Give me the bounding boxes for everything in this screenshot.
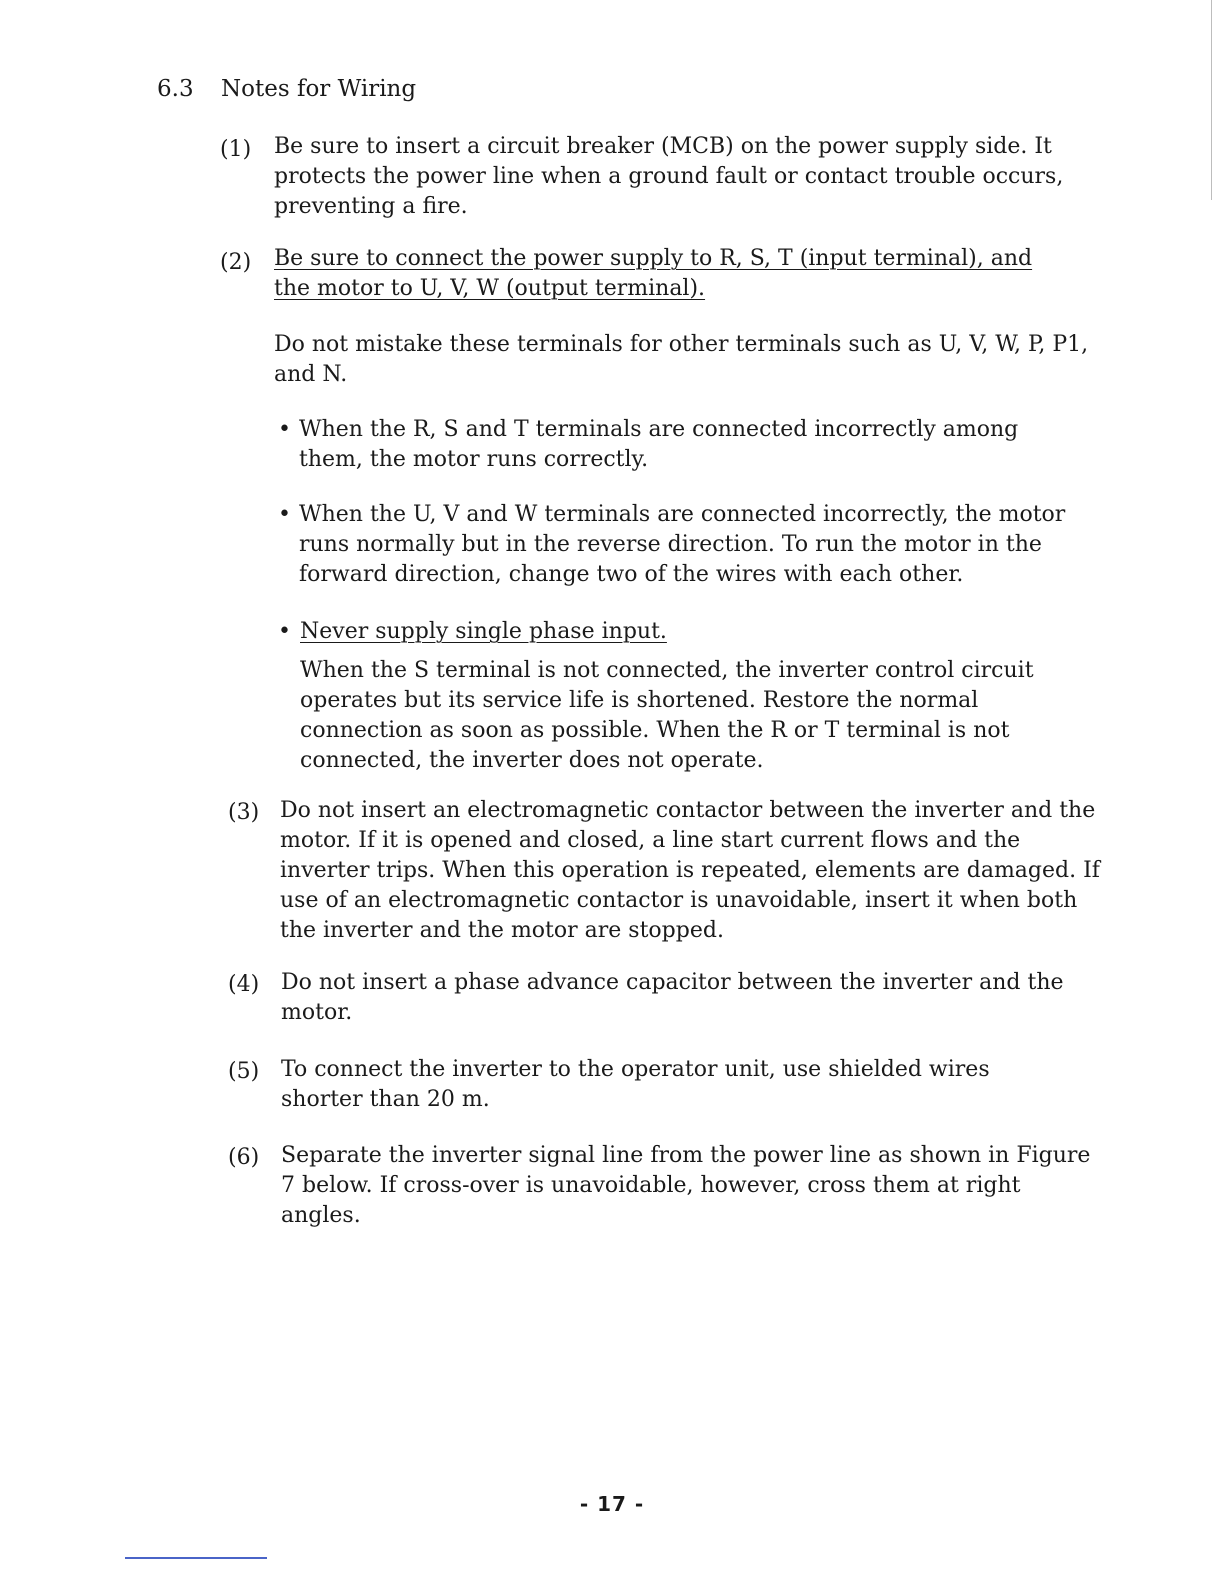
bullet-marker: • bbox=[278, 417, 291, 442]
item-label: (6) bbox=[228, 1145, 260, 1170]
footer-rule bbox=[125, 1557, 267, 1559]
item-text: Do not insert a phase advance capacitor between the inverter and the motor. bbox=[281, 970, 1064, 1025]
bullet-text: When the U, V and W terminals are connected incorrectly, the motor runs normally but in the reverse direction. To run the motor in the forward direction, change two of the wires with each other. bbox=[299, 502, 1066, 587]
section-number: 6.3 bbox=[157, 76, 194, 102]
item-label: (1) bbox=[220, 137, 252, 162]
item-text: To connect the inverter to the operator unit, use shielded wires shorter than 20 m. bbox=[281, 1057, 990, 1112]
item-label: (5) bbox=[228, 1059, 260, 1084]
item-label: (2) bbox=[220, 250, 252, 275]
bullet-text: When the S terminal is not connected, the inverter control circuit operates but its service life is shortened. Restore the normal connection as soon as possible. When the R or T terminal is not connected, the inverter does not operate. bbox=[300, 658, 1034, 773]
page-number: - 17 - bbox=[579, 1492, 645, 1516]
bullet-text: When the R, S and T terminals are connected incorrectly among them, the motor runs correctly. bbox=[299, 417, 1019, 472]
item-text: Separate the inverter signal line from the power line as shown in Figure 7 below. If cross-over is unavoidable, however, cross them at right angles. bbox=[281, 1143, 1091, 1228]
bullet-heading-underlined: Never supply single phase input. bbox=[300, 619, 667, 644]
bullet-marker: • bbox=[278, 502, 291, 527]
section-title: Notes for Wiring bbox=[221, 76, 417, 102]
item-note: Do not mistake these terminals for other terminals such as U, V, W, P, P1, and N. bbox=[274, 332, 1089, 387]
section-heading bbox=[157, 76, 416, 102]
item-text: Do not insert an electromagnetic contactor between the inverter and the motor. If it is opened and closed, a line start current flows and the inverter trips. When this operation is repeated, elements are damaged. If use of an electromagnetic contactor is unavoidable, insert it when both the inverter and the motor are stopped. bbox=[280, 798, 1100, 943]
item-label: (4) bbox=[228, 972, 260, 997]
bullet-marker: • bbox=[278, 619, 291, 644]
page-edge-line bbox=[1211, 0, 1212, 200]
item-text: Be sure to insert a circuit breaker (MCB) on the power supply side. It protects the power line when a ground fault or contact trouble occurs, preventing a fire. bbox=[274, 134, 1064, 219]
item-label: (3) bbox=[228, 800, 260, 825]
item-heading-underlined: Be sure to connect the power supply to R, S, T (input terminal), and the motor to U, V, W (output terminal). bbox=[274, 246, 1033, 301]
